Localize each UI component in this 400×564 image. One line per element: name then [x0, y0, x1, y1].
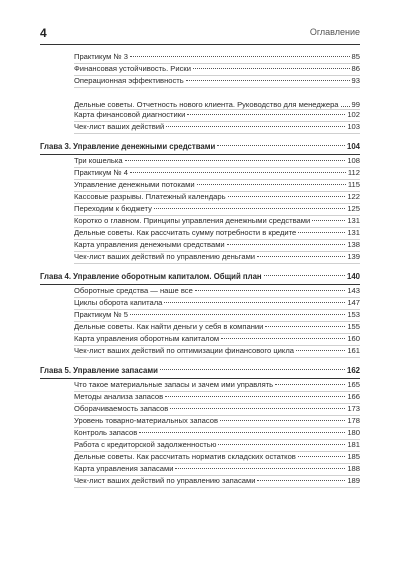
- chapter-entry[interactable]: [40, 140, 360, 154]
- entry-title: Три кошелька: [74, 156, 123, 165]
- toc-entry[interactable]: [40, 168, 360, 179]
- dot-leader: [228, 196, 346, 197]
- entry-title: Переходим к бюджету: [74, 204, 152, 213]
- toc-entry[interactable]: [40, 404, 360, 415]
- toc-chapter-section: [40, 364, 360, 488]
- dot-leader: [166, 126, 345, 127]
- chapter-entry[interactable]: [40, 270, 360, 284]
- entry-page: 108: [347, 156, 360, 165]
- dot-leader: [341, 106, 350, 107]
- entry-page: 115: [347, 180, 360, 189]
- entry-page: 122: [347, 192, 360, 201]
- dot-leader: [170, 408, 345, 409]
- dot-leader: [217, 145, 345, 146]
- toc-entry[interactable]: [40, 392, 360, 403]
- chapter-title: Глава 5. Управление запасами: [40, 366, 158, 375]
- page-number: 4: [40, 26, 47, 40]
- dot-leader: [165, 396, 345, 397]
- entry-title: Дельные советы. Отчетность нового клиента. Руководство для менеджера: [74, 100, 339, 109]
- entry-title: Уровень товарно-материальных запасов: [74, 416, 219, 425]
- entry-rule: [74, 133, 360, 134]
- entry-page: 143: [347, 286, 360, 295]
- dot-leader: [197, 184, 346, 185]
- dot-leader: [298, 232, 345, 233]
- entry-title: Методы анализа запасов: [74, 392, 164, 401]
- entry-page: 173: [347, 404, 360, 413]
- dot-leader: [227, 244, 346, 245]
- entry-title: Что такое материальные запасы и зачем ими управлять: [74, 380, 274, 389]
- entry-title: Дельные советы. Как рассчитать сумму потребности в кредите: [74, 228, 297, 237]
- toc-entry[interactable]: [40, 440, 360, 451]
- toc-entry[interactable]: [40, 464, 360, 475]
- entry-page: 99: [351, 100, 360, 109]
- entry-title: Управление денежными потоками: [74, 180, 195, 189]
- entry-page: 93: [351, 76, 360, 85]
- toc-chapter-section: [40, 270, 360, 358]
- entry-page: 165: [347, 380, 360, 389]
- entry-title: Карта управления денежными средствами: [74, 240, 225, 249]
- dot-leader: [139, 432, 345, 433]
- toc-chapter-section: [40, 140, 360, 264]
- toc-entry[interactable]: [40, 88, 360, 109]
- entry-title: Чек-лист ваших действий по управлению запасами: [74, 476, 256, 485]
- dot-leader: [257, 256, 345, 257]
- chapter-rule: [40, 378, 360, 379]
- toc-entry[interactable]: [40, 428, 360, 439]
- entry-page: 125: [347, 204, 360, 213]
- toc-entry[interactable]: [40, 228, 360, 239]
- dot-leader: [195, 290, 346, 291]
- toc-entry[interactable]: [40, 204, 360, 215]
- running-title: Оглавление: [309, 27, 360, 37]
- entry-title: Практикум № 4: [74, 168, 128, 177]
- entry-page: 180: [347, 428, 360, 437]
- entry-title: Циклы оборота капитала: [74, 298, 163, 307]
- entry-title: Дельные советы. Как найти деньги у себя в компании: [74, 322, 264, 331]
- toc-entry[interactable]: [40, 110, 360, 121]
- dot-leader: [218, 444, 345, 445]
- toc-entry[interactable]: [40, 286, 360, 297]
- entry-title: Кассовые разрывы. Платежный календарь: [74, 192, 226, 201]
- dot-leader: [164, 302, 345, 303]
- entry-page: 86: [351, 64, 360, 73]
- dot-leader: [312, 220, 345, 221]
- entry-title: Практикум № 5: [74, 310, 128, 319]
- toc-entry[interactable]: [40, 346, 360, 357]
- entry-page: 85: [351, 52, 360, 61]
- entry-page: 188: [347, 464, 360, 473]
- toc-entry[interactable]: [40, 216, 360, 227]
- dot-leader: [154, 208, 345, 209]
- entry-page: 181: [347, 440, 360, 449]
- dot-leader: [175, 468, 345, 469]
- entry-page: 138: [347, 240, 360, 249]
- toc-entry[interactable]: [40, 380, 360, 391]
- entry-page: 103: [347, 122, 360, 131]
- toc-entry[interactable]: [40, 252, 360, 263]
- table-of-contents: [40, 52, 360, 488]
- entry-title: Чек-лист ваших действий по управлению деньгами: [74, 252, 256, 261]
- entry-page: 161: [347, 346, 360, 355]
- toc-entry[interactable]: [40, 334, 360, 345]
- dot-leader: [187, 114, 345, 115]
- toc-entry[interactable]: [40, 310, 360, 321]
- toc-entry[interactable]: [40, 452, 360, 463]
- entry-page: 131: [347, 216, 360, 225]
- entry-title: Дельные советы. Как рассчитать норматив складских остатков: [74, 452, 296, 461]
- entry-rule: [74, 263, 360, 264]
- chapter-page: 162: [346, 366, 360, 375]
- toc-entry[interactable]: [40, 476, 360, 487]
- entry-page: 160: [347, 334, 360, 343]
- entry-title: Коротко о главном. Принципы управления денежными средствами: [74, 216, 311, 225]
- toc-entry[interactable]: [40, 156, 360, 167]
- dot-leader: [130, 314, 345, 315]
- toc-entry[interactable]: [40, 322, 360, 333]
- dot-leader: [130, 172, 346, 173]
- toc-entry[interactable]: [40, 240, 360, 251]
- dot-leader: [160, 369, 345, 370]
- entry-title: Практикум № 3: [74, 52, 128, 61]
- entry-page: 178: [347, 416, 360, 425]
- dot-leader: [264, 275, 345, 276]
- dot-leader: [265, 326, 345, 327]
- entry-rule: [74, 357, 360, 358]
- entry-page: 155: [347, 322, 360, 331]
- dot-leader: [186, 80, 350, 81]
- entry-page: 139: [347, 252, 360, 261]
- entry-page: 147: [347, 298, 360, 307]
- dot-leader: [220, 420, 345, 421]
- page-header: [40, 26, 360, 42]
- chapter-title: Глава 4. Управление оборотным капиталом. Общий план: [40, 272, 262, 281]
- chapter-page: 140: [346, 272, 360, 281]
- toc-section: [40, 52, 360, 134]
- chapter-page: 104: [346, 142, 360, 151]
- entry-title: Карта управления запасами: [74, 464, 174, 473]
- dot-leader: [221, 338, 345, 339]
- dot-leader: [130, 56, 350, 57]
- toc-entry[interactable]: [40, 76, 360, 87]
- chapter-entry[interactable]: [40, 364, 360, 378]
- dot-leader: [257, 480, 345, 481]
- chapter-rule: [40, 154, 360, 155]
- toc-entry[interactable]: [40, 180, 360, 191]
- entry-page: 185: [347, 452, 360, 461]
- entry-title: Оборачиваемость запасов: [74, 404, 169, 413]
- entry-page: 153: [347, 310, 360, 319]
- entry-page: 131: [347, 228, 360, 237]
- dot-leader: [298, 456, 345, 457]
- entry-title: Чек-лист ваших действий по оптимизации финансового цикла: [74, 346, 294, 355]
- entry-page: 112: [347, 168, 360, 177]
- entry-title: Карта управления оборотным капиталом: [74, 334, 220, 343]
- entry-title: Карта финансовой диагностики: [74, 110, 186, 119]
- entry-title: Чек-лист ваших действий: [74, 122, 165, 131]
- entry-title: Контроль запасов: [74, 428, 138, 437]
- toc-entry[interactable]: [40, 64, 360, 75]
- entry-title: Операционная эффективность: [74, 76, 184, 85]
- toc-entry[interactable]: [40, 122, 360, 133]
- entry-page: 166: [347, 392, 360, 401]
- dot-leader: [296, 350, 345, 351]
- entry-rule: [74, 487, 360, 488]
- dot-leader: [275, 384, 345, 385]
- toc-entry[interactable]: [40, 192, 360, 203]
- entry-page: 102: [347, 110, 360, 119]
- entry-page: 189: [347, 476, 360, 485]
- toc-entry[interactable]: [40, 52, 360, 63]
- header-rule: [40, 44, 360, 45]
- entry-title: Финансовая устойчивость. Риски: [74, 64, 191, 73]
- toc-entry[interactable]: [40, 416, 360, 427]
- entry-title: Работа с кредиторской задолженностью: [74, 440, 217, 449]
- entry-title: Оборотные средства — наше все: [74, 286, 193, 295]
- chapter-rule: [40, 284, 360, 285]
- dot-leader: [125, 160, 346, 161]
- toc-entry[interactable]: [40, 298, 360, 309]
- dot-leader: [193, 68, 350, 69]
- chapter-title: Глава 3. Управление денежными средствами: [40, 142, 216, 151]
